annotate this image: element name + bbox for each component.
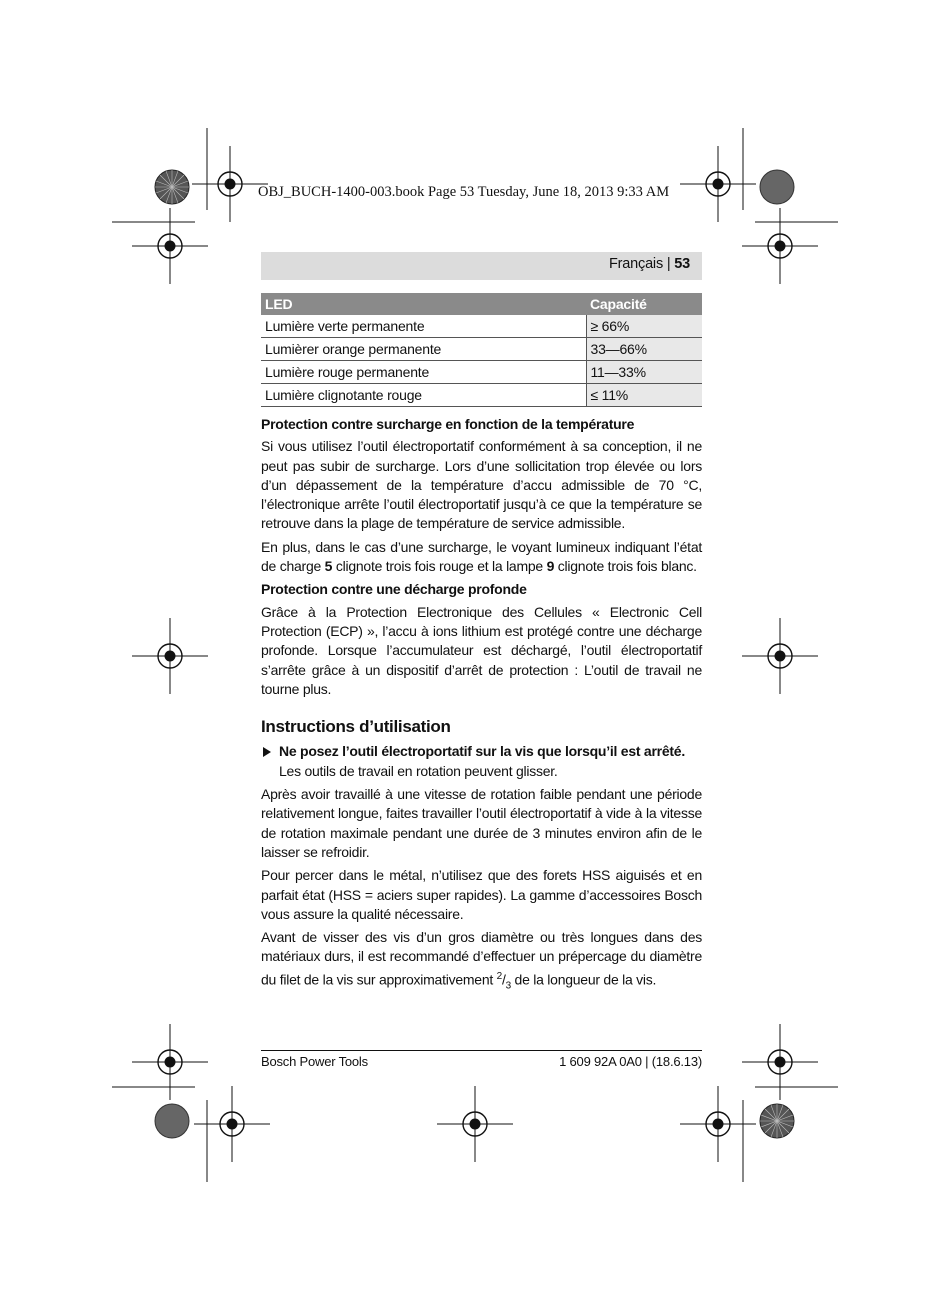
capacity-cell: ≥ 66% [586,315,702,338]
led-cell: Lumièrer orange permanente [261,338,586,361]
text-segment: de la longueur de la vis. [510,971,657,988]
fraction-slash: / [501,971,506,988]
led-cell: Lumière verte permanente [261,315,586,338]
table-header-row [261,293,702,315]
footer-rule [261,1050,702,1051]
header-separator: | [666,256,671,272]
warning-bold-text: Ne posez l’outil électroportatif sur la vis que lorsqu’il est arrêté. [279,743,685,760]
table-row [261,361,702,384]
fraction-denominator: 3 [505,980,511,992]
footer-document-code: 1 609 92A 0A0 | (18.6.13) [559,1054,702,1069]
heading-temperature-overload: Protection contre surcharge en fonction de la température [261,416,635,432]
paragraph-overload-indicator [261,538,702,577]
header-language: Français [609,256,663,272]
heading-deep-discharge: Protection contre une décharge profonde [261,581,527,598]
warning-text: Les outils de travail en rotation peuvent glisser. [279,762,558,779]
header-text [609,256,690,272]
reference-number: 5 [324,558,333,575]
table-row [261,315,702,338]
capacity-cell: 33—66% [586,338,702,361]
led-cell: Lumière clignotante rouge [261,384,586,407]
paragraph-predrilling [261,928,702,995]
table-row [261,338,702,361]
book-info-line: OBJ_BUCH-1400-003.book Page 53 Tuesday, June 18, 2013 9:33 AM [258,184,670,200]
text-segment: En plus, dans le cas d’une surcharge, le voyant lumineux indiquant l’état de charge [261,538,702,575]
text-segment: clignote trois fois blanc. [554,558,697,575]
table-row [261,384,702,407]
header-page-number: 53 [674,256,690,272]
page-header [261,252,702,280]
paragraph-cooling: Après avoir travaillé à une vitesse de rotation faible pendant une période relativement longue, faites travailler l’outil électroportatif à vide à la vitesse de rotation maximale pendant une durée de 3 minutes environ afin de le laisser se refroidir. [261,786,702,860]
paragraph-deep-discharge: Grâce à la Protection Electronique des Cellules « Electronic Cell Protection (ECP) », l’accu à ions lithium est protégé contre une décharge profonde. Lorsque l’accumulateur est déchargé, l’outil électroportatif s’arrête grâce à un dispositif d’arrêt de protection : L’outil de travail ne tourne plus. [261,603,702,697]
main-content [261,412,702,999]
paragraph-overload: Si vous utilisez l’outil électroportatif conformément à sa conception, il ne peut pas subir de surcharge. Lors d’une sollicitation trop élevée ou lors d’un dépassement de la température d’accu admissible de 70 °C, l’électronique arrête l’outil électroportatif jusqu’à ce que la température se retrouve dans la plage de température de service admissible. [261,438,702,532]
column-header-capacity: Capacité [586,293,702,315]
led-cell: Lumière rouge permanente [261,361,586,384]
reference-number: 9 [546,558,555,575]
capacity-cell: ≤ 11% [586,384,702,407]
text-segment: Avant de visser des vis d’un gros diamètre ou très longues dans des matériaux durs, il est recommandé d’effectuer un prépercage du diamètre du filet de la vis sur approximativement [261,929,702,988]
capacity-cell: 11—33% [586,361,702,384]
text-segment: clignote trois fois rouge et la lampe [332,558,547,575]
led-capacity-table [261,293,702,407]
paragraph-drilling-metal: Pour percer dans le métal, n’utilisez que des forets HSS aiguisés et en parfait état (HSS = aciers super rapides). La gamme d’accessoires Bosch vous assure la qualité nécessaire. [261,867,702,922]
fraction-numerator: 2 [496,970,502,982]
warning-bullet [261,742,702,781]
triangle-bullet-icon [263,747,271,757]
footer-brand: Bosch Power Tools [261,1054,368,1069]
heading-instructions: Instructions d’utilisation [261,717,451,737]
column-header-led: LED [261,293,586,315]
